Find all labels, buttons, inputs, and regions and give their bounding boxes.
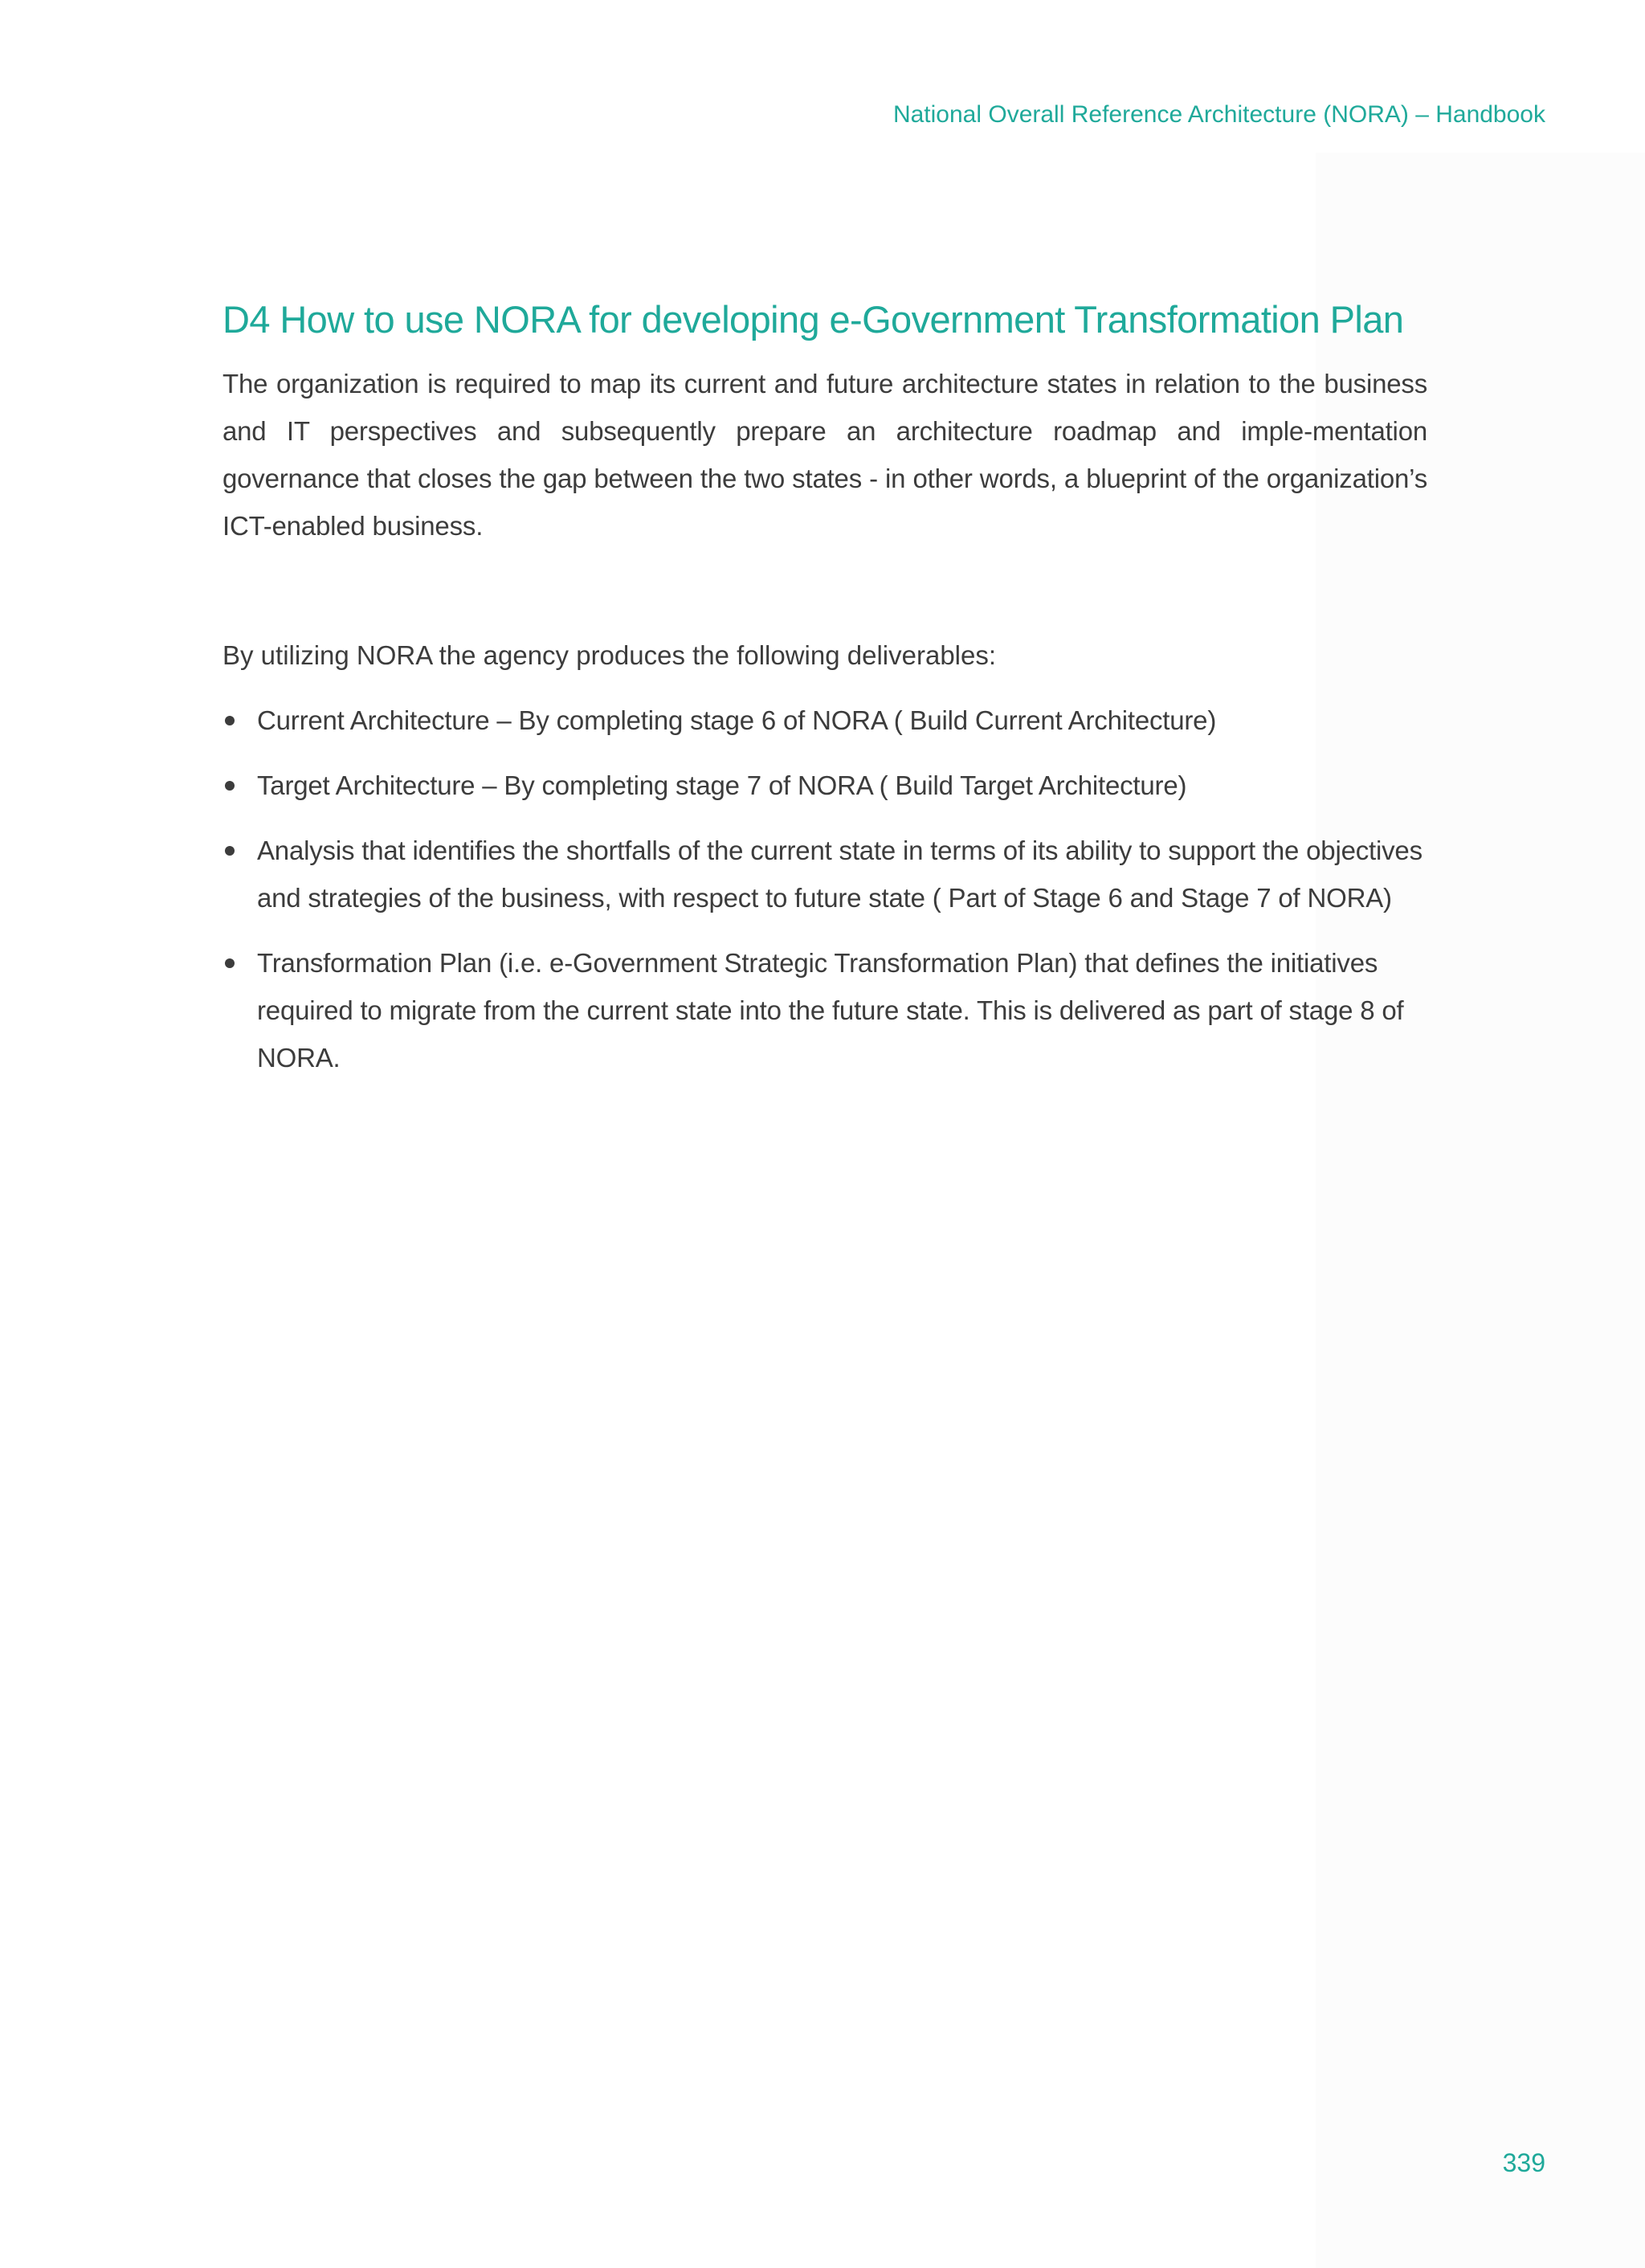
list-item <box>222 762 1427 809</box>
list-item <box>222 939 1427 1081</box>
deliverables-list <box>222 697 1427 1081</box>
list-item-text: Current Architecture – By completing stage 6 of NORA ( Build Current Architecture) <box>257 705 1217 736</box>
bullet-icon <box>225 846 235 856</box>
bullet-icon <box>225 716 235 725</box>
page-number: 339 <box>1502 2148 1545 2177</box>
bullet-icon <box>225 781 235 791</box>
list-item-text: Target Architecture – By completing stage 7 of NORA ( Build Target Architecture) <box>257 770 1187 801</box>
section-content <box>222 297 1427 1099</box>
list-item-text: Analysis that identifies the shortfalls of the current state in terms of its ability to support the objectives and strategies of the business, with respect to future state ( Part of Stage 6 and Stage 7 of NORA) <box>257 836 1423 913</box>
deliverables-lead: By utilizing NORA the agency produces the following deliverables: <box>222 640 997 671</box>
bullet-icon <box>225 958 235 968</box>
list-item-text: Transformation Plan (i.e. e-Government Strategic Transformation Plan) that defines the initiatives required to migrate from the current state into the future state. This is delivered as part of stage 8 of NORA. <box>257 948 1404 1073</box>
running-header: National Overall Reference Architecture (NORA) – Handbook <box>892 101 1545 128</box>
list-item <box>222 697 1427 744</box>
section-heading: D4 How to use NORA for developing e-Government Transformation Plan <box>222 298 1404 341</box>
intro-paragraph: The organization is required to map its current and future architecture states in relation to the business and IT perspectives and subsequently prepare an architecture roadmap and imple-mentation governance that closes the gap between the two states - in other words, a blueprint of the organization’s ICT-enabled business. <box>222 369 1427 541</box>
list-item <box>222 827 1427 922</box>
